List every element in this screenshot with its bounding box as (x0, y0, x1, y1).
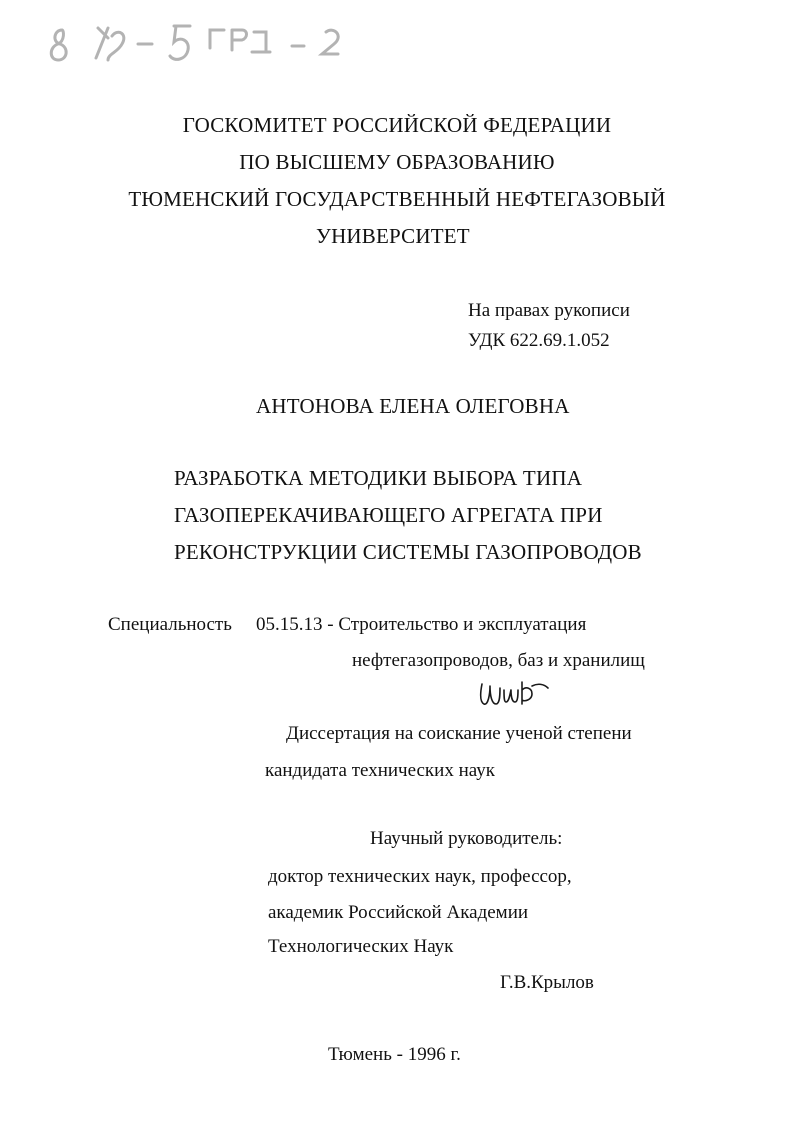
header-line-3: ТЮМЕНСКИЙ ГОСУДАРСТВЕННЫЙ НЕФТЕГАЗОВЫЙ (128, 187, 666, 211)
supervisor-name: Г.В.Крылов (500, 972, 594, 993)
supervisor-academy: академик Российской Академии (268, 902, 529, 923)
specialty-code-line: 05.15.13 - Строительство и эксплуатация (256, 614, 587, 635)
thesis-title-line-1: РАЗРАБОТКА МЕТОДИКИ ВЫБОРА ТИПА (174, 466, 583, 490)
archive-stamp (40, 8, 380, 88)
header-line-4: УНИВЕРСИТЕТ (316, 224, 470, 248)
specialty-label: Специальность (108, 614, 232, 635)
udk-code: УДК 622.69.1.052 (468, 330, 610, 351)
supervisor-degree: доктор технических наук, профессор, (268, 866, 572, 887)
signature-text: Шиф (478, 676, 484, 677)
dissertation-line-2: кандидата технических наук (265, 760, 495, 781)
handwritten-signature (478, 676, 550, 710)
thesis-title-line-3: РЕКОНСТРУКЦИИ СИСТЕМЫ ГАЗОПРОВОДОВ (174, 540, 642, 564)
supervisor-heading: Научный руководитель: (370, 828, 563, 849)
supervisor-academy-name: Технологических Наук (268, 936, 454, 957)
manuscript-rights: На правах рукописи (468, 300, 630, 321)
header-line-1: ГОСКОМИТЕТ РОССИЙСКОЙ ФЕДЕРАЦИИ (182, 113, 612, 137)
author-name: АНТОНОВА ЕЛЕНА ОЛЕГОВНА (256, 394, 570, 418)
city-year: Тюмень - 1996 г. (328, 1044, 461, 1065)
thesis-title-line-2: ГАЗОПЕРЕКАЧИВАЮЩЕГО АГРЕГАТА ПРИ (174, 503, 603, 527)
header-line-2: ПО ВЫСШЕМУ ОБРАЗОВАНИЮ (239, 150, 555, 174)
dissertation-line-1: Диссертация на соискание ученой степени (286, 723, 632, 744)
specialty-field-line: нефтегазопроводов, баз и хранилищ (352, 650, 645, 671)
stamp-text: 8 85-5 ГБД-2 (40, 8, 54, 9)
